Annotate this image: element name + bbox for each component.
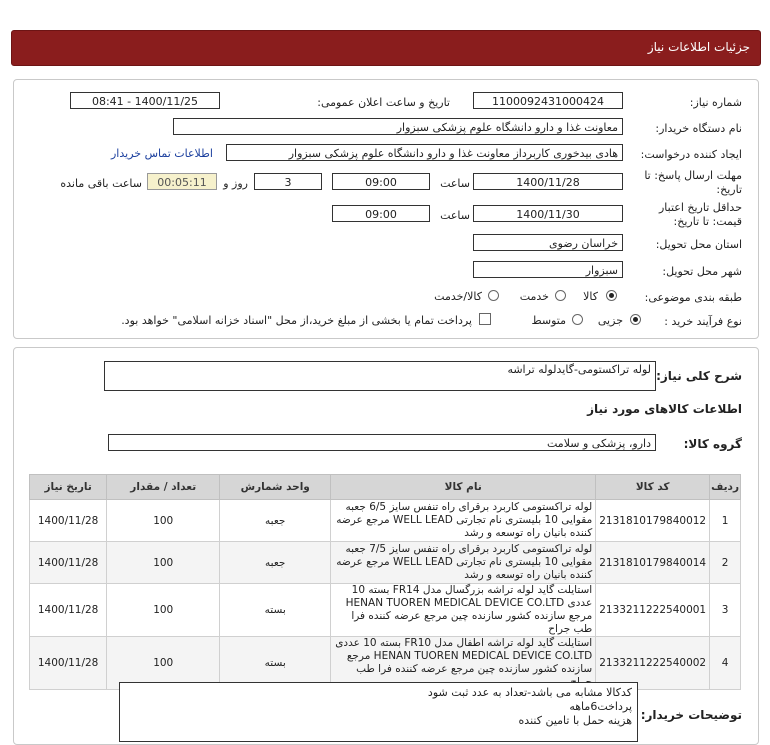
row-code: 2131810179840012 xyxy=(596,500,710,542)
row-date: 1400/11/28 xyxy=(30,500,107,542)
buyer-org-label: نام دستگاه خریدار: xyxy=(655,122,742,135)
buyer-org-field: معاونت غذا و دارو دانشگاه علوم پزشکی سبزوار xyxy=(173,118,623,135)
requester-label: ایجاد کننده درخواست: xyxy=(640,148,742,161)
page-title: جزئیات اطلاعات نیاز xyxy=(647,40,750,54)
row-name: لوله تراکستومی کاربرد برقرای راه تنفس سایز 6/5 جعبه مقوایی 10 بلیستری نام تجارتی WELL LEAD مرجع عرضه کننده بانیان راه توسعه و رشد xyxy=(331,500,596,542)
row-name: لوله تراکستومی کاربرد برقرای راه تنفس سایز 7/5 جعبه مقوایی 10 بلیستری نام تجارتی WELL LEAD مرجع عرضه کننده بانیان راه توسعه و رشد xyxy=(331,542,596,584)
reply-date-field: 1400/11/28 xyxy=(473,173,623,190)
purchase-option-minor: جزیی xyxy=(597,314,623,327)
need-number-field: 1100092431000424 xyxy=(473,92,623,109)
reply-deadline-label: مهلت ارسال پاسخ: تا xyxy=(644,169,742,182)
city-label: شهر محل تحویل: xyxy=(662,265,742,278)
category-option-goods: کالا xyxy=(583,290,598,303)
purchase-radio-medium[interactable] xyxy=(572,314,583,325)
row-name: استایلت گاید لوله تراشه اطفال مدل FR10 بسته 10 عددی HENAN TUOREN MEDICAL DEVICE CO.LTD مرجع سازنده کشور سازنده چین مرجع عرضه کننده فرا طب xyxy=(331,637,596,690)
page-header xyxy=(11,30,761,66)
row-code: 2131810179840014 xyxy=(596,542,710,584)
col-code-header: کد کالا xyxy=(596,475,710,500)
row-code: 2133211222540002 xyxy=(596,637,710,690)
purchase-option-medium: متوسط xyxy=(531,314,566,327)
announce-datetime-label: تاریخ و ساعت اعلان عمومی: xyxy=(317,96,450,109)
validity-label: حداقل تاریخ اعتبار xyxy=(658,201,742,214)
general-desc-label: شرح کلی نیاز: xyxy=(656,369,742,383)
col-index-header: ردیف xyxy=(710,475,741,500)
city-field: سبزوار xyxy=(473,261,623,278)
row-unit: بسته xyxy=(220,637,331,690)
reply-time-label: ساعت xyxy=(440,177,470,190)
row-name: استایلت گاید لوله تراشه بزرگسال مدل FR14 بسته 10 عددی HENAN TUOREN MEDICAL DEVICE CO.LTD مرجع سازنده کشور سازنده چین مرجع عرضه کننده فرا طب جراح xyxy=(331,584,596,637)
treasury-payment-note: پرداخت تمام یا بخشی از مبلغ خرید،از محل "اسناد خزانه اسلامی" خواهد بود. xyxy=(121,314,472,327)
buyer-notes-label: توضیحات خریدار: xyxy=(640,708,742,722)
validity-time-label: ساعت xyxy=(440,209,470,222)
buyer-notes-field xyxy=(119,682,638,742)
col-name-header: نام کالا xyxy=(331,475,596,500)
table-row xyxy=(30,542,741,584)
category-option-service: خدمت xyxy=(519,290,549,303)
col-qty-header: تعداد / مقدار xyxy=(107,475,220,500)
announce-datetime-field: 1400/11/25 - 08:41 xyxy=(70,92,220,109)
treasury-payment-checkbox[interactable] xyxy=(479,313,491,325)
row-index: 2 xyxy=(710,542,741,584)
row-unit: بسته xyxy=(220,584,331,637)
table-header-row xyxy=(30,475,741,500)
goods-group-label: گروه کالا: xyxy=(683,437,742,451)
category-radio-service[interactable] xyxy=(555,290,566,301)
row-index: 1 xyxy=(710,500,741,542)
row-unit: جعبه xyxy=(220,542,331,584)
goods-info-heading: اطلاعات کالاهای مورد نیاز xyxy=(587,402,742,416)
province-label: استان محل تحویل: xyxy=(655,238,742,251)
row-qty: 100 xyxy=(107,584,220,637)
buyer-contact-link[interactable]: اطلاعات تماس خریدار xyxy=(111,147,213,160)
validity-time-field: 09:00 xyxy=(332,205,430,222)
category-radio-both[interactable] xyxy=(488,290,499,301)
note-line: پرداخت6ماهه xyxy=(569,700,632,713)
goods-table xyxy=(29,474,741,690)
reply-time-field: 09:00 xyxy=(332,173,430,190)
row-qty: 100 xyxy=(107,542,220,584)
general-desc-field: لوله تراکستومی-گایدلوله تراشه xyxy=(104,361,656,391)
category-radio-goods[interactable] xyxy=(606,290,617,301)
row-qty: 100 xyxy=(107,637,220,690)
purchase-type-label: نوع فرآیند خرید : xyxy=(664,315,742,328)
validity-date-field: 1400/11/30 xyxy=(473,205,623,222)
remaining-time-field: 00:05:11 xyxy=(147,173,217,190)
note-line: هزینه حمل با تامین کننده xyxy=(518,714,632,727)
category-label: طبقه بندی موضوعی: xyxy=(644,291,742,304)
row-qty: 100 xyxy=(107,500,220,542)
col-date-header: تاریخ نیاز xyxy=(30,475,107,500)
purchase-radio-minor[interactable] xyxy=(630,314,641,325)
need-number-label: شماره نیاز: xyxy=(689,96,742,109)
note-line: کدکالا مشابه می باشد-تعداد به عدد ثبت شود xyxy=(427,686,632,699)
goods-group-field: دارو، پزشکی و سلامت xyxy=(108,434,656,451)
province-field: خراسان رضوی xyxy=(473,234,623,251)
requester-field: هادی بیدخوری کاربرداز معاونت غذا و دارو دانشگاه علوم پزشکی سبزوار xyxy=(226,144,623,161)
row-date: 1400/11/28 xyxy=(30,542,107,584)
row-date: 1400/11/28 xyxy=(30,637,107,690)
row-index: 4 xyxy=(710,637,741,690)
col-unit-header: واحد شمارش xyxy=(220,475,331,500)
table-row xyxy=(30,584,741,637)
days-and-label: روز و xyxy=(223,177,248,190)
row-index: 3 xyxy=(710,584,741,637)
table-row xyxy=(30,500,741,542)
category-option-both: کالا/خدمت xyxy=(434,290,482,303)
days-field: 3 xyxy=(254,173,322,190)
row-unit: جعبه xyxy=(220,500,331,542)
time-remaining-label: ساعت باقی مانده xyxy=(60,177,142,190)
row-date: 1400/11/28 xyxy=(30,584,107,637)
row-code: 2133211222540001 xyxy=(596,584,710,637)
reply-deadline-label-2: تاریخ: xyxy=(716,183,742,196)
validity-label-2: قیمت: تا تاریخ: xyxy=(673,215,742,228)
